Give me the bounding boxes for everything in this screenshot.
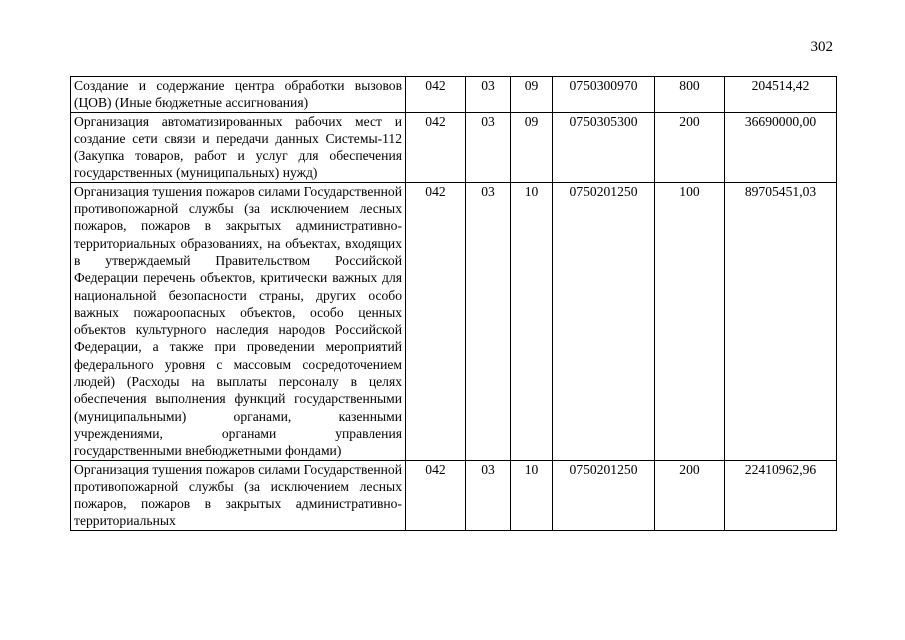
- table-row: [71, 77, 837, 113]
- row-target-article: 0750201250: [553, 182, 655, 460]
- row-ministry-code: 042: [406, 112, 466, 182]
- row-description: Организация автоматизированных рабочих мест и создание сети связи и передачи данных Системы-112 (Закупка товаров, работ и услуг для обеспечения государственных (муниципальных) нужд): [71, 112, 406, 182]
- row-amount: 36690000,00: [725, 112, 837, 182]
- row-target-article: 0750201250: [553, 460, 655, 530]
- row-ministry-code: 042: [406, 182, 466, 460]
- row-subsection-code: 09: [511, 77, 553, 113]
- row-section-code: 03: [466, 77, 511, 113]
- row-target-article: 0750305300: [553, 112, 655, 182]
- row-section-code: 03: [466, 112, 511, 182]
- row-amount: 22410962,96: [725, 460, 837, 530]
- row-description: Организация тушения пожаров силами Государственной противопожарной службы (за исключением лесных пожаров, пожаров в закрытых административно-территориальных: [74, 461, 402, 529]
- row-ministry-code: 042: [406, 460, 466, 530]
- page-number: 302: [810, 39, 833, 55]
- row-section-code: 03: [466, 182, 511, 460]
- table-row: [71, 460, 837, 530]
- row-description-cell: [71, 460, 406, 530]
- row-description: Создание и содержание центра обработки вызовов (ЦОВ) (Иные бюджетные ассигнования): [71, 77, 406, 113]
- row-expense-type: 800: [655, 77, 725, 113]
- row-section-code: 03: [466, 460, 511, 530]
- row-expense-type: 200: [655, 460, 725, 530]
- table-row: [71, 182, 837, 460]
- row-subsection-code: 10: [511, 460, 553, 530]
- row-description: Организация тушения пожаров силами Государственной противопожарной службы (за исключением лесных пожаров, пожаров в закрытых административно-территориальных образованиях, на объектах, входящих в утверждаемый Правительством Российской Федерации перечень объектов, критически важных для национальной безопасности страны, других особо важных пожароопасных объектов, особо ценных объектов культурного наследия народов Российской Федерации, а также при проведении мероприятий федерального уровня с массовым сосредоточением людей) (Расходы на выплаты персоналу в целях обеспечения выполнения функций государственными (муниципальными) органами, казенными учреждениями, органами управления государственными внебюджетными фондами): [71, 182, 406, 460]
- row-expense-type: 200: [655, 112, 725, 182]
- row-target-article: 0750300970: [553, 77, 655, 113]
- row-amount: 89705451,03: [725, 182, 837, 460]
- row-subsection-code: 09: [511, 112, 553, 182]
- row-amount: 204514,42: [725, 77, 837, 113]
- row-expense-type: 100: [655, 182, 725, 460]
- budget-table: [70, 76, 837, 531]
- row-ministry-code: 042: [406, 77, 466, 113]
- table-row: [71, 112, 837, 182]
- row-subsection-code: 10: [511, 182, 553, 460]
